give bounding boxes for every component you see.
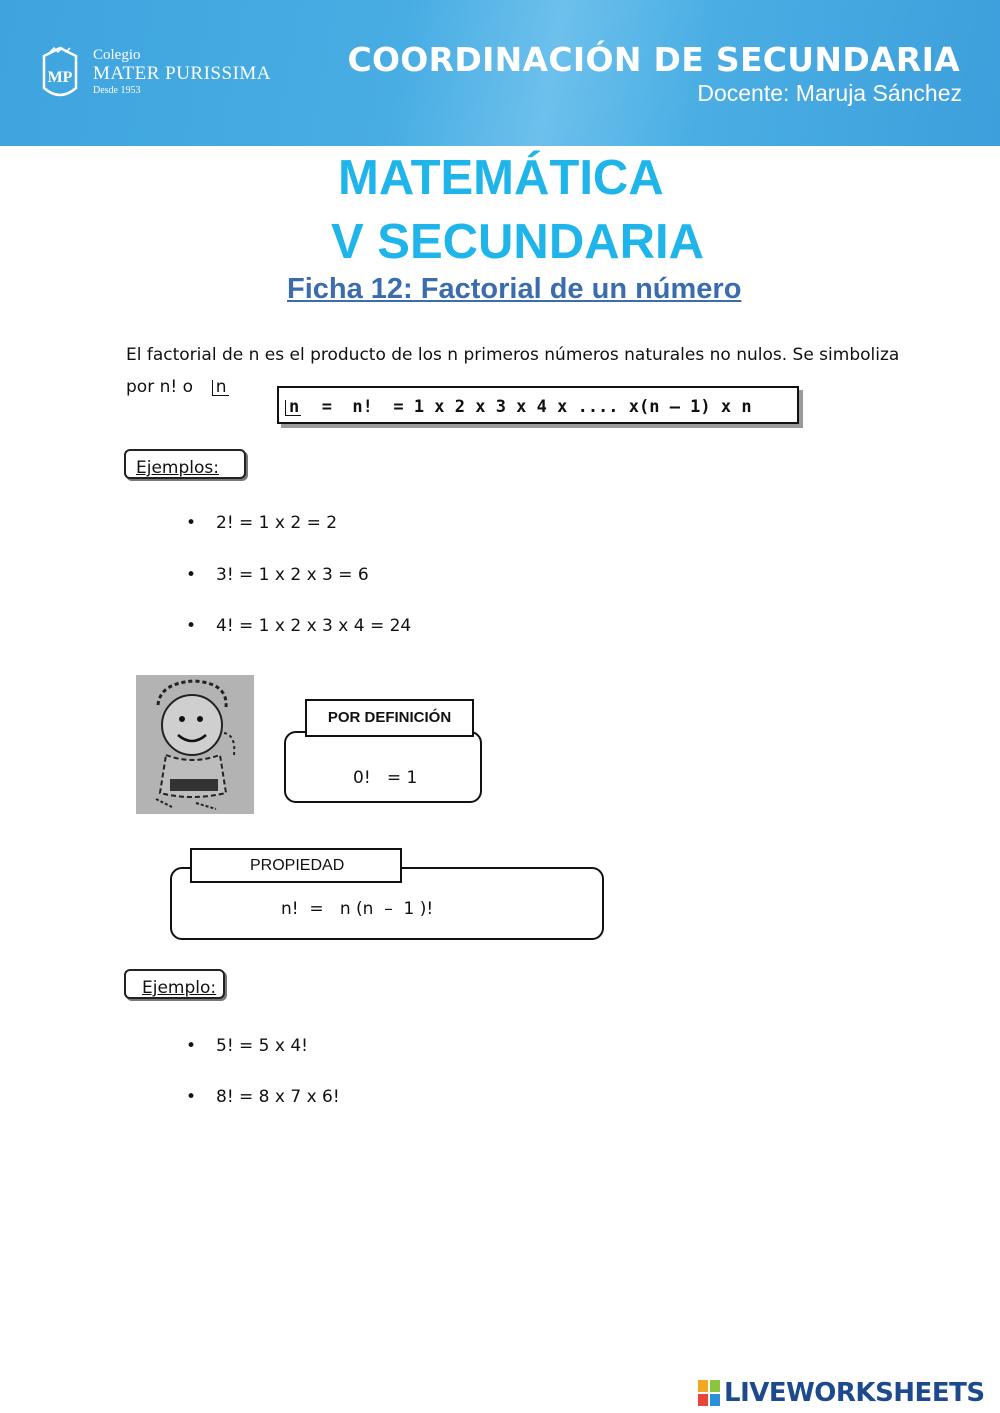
formula-text: = n! = 1 x 2 x 3 x 4 x .... x(n – 1) x n bbox=[301, 397, 752, 417]
intro-text-line1: El factorial de n es el producto de los n primeros números naturales no nulos. Se simboliza bbox=[126, 345, 900, 365]
teacher-name: Docente: Maruja Sánchez bbox=[697, 80, 962, 106]
example-label-text: Ejemplo: bbox=[142, 978, 217, 998]
cartoon-character-icon bbox=[136, 675, 254, 814]
property-label: PROPIEDAD bbox=[190, 848, 402, 883]
crest-letters: MP bbox=[47, 69, 73, 86]
liveworksheets-logo-icon bbox=[698, 1380, 720, 1406]
example-text: 2! = 1 x 2 = 2 bbox=[216, 513, 338, 533]
examples-label bbox=[124, 449, 246, 479]
example-text: 4! = 1 x 2 x 3 x 4 = 24 bbox=[216, 616, 412, 636]
example-text: 3! = 1 x 2 x 3 = 6 bbox=[216, 565, 369, 585]
examples-label-text: Ejemplos: bbox=[136, 458, 219, 478]
logo-line-name: MATER PURISSIMA bbox=[93, 63, 272, 84]
example-label bbox=[124, 969, 225, 999]
grade-title: V SECUNDARIA bbox=[331, 215, 704, 269]
logo-line-since: Desde 1953 bbox=[93, 85, 141, 96]
subject-title: MATEMÁTICA bbox=[338, 151, 664, 205]
intro-prefix: por n! o bbox=[126, 377, 193, 397]
example-text: 5! = 5 x 4! bbox=[216, 1036, 308, 1056]
school-crest-icon bbox=[40, 44, 80, 104]
intro-text-line2 bbox=[126, 377, 229, 397]
logo-line-colegio: Colegio bbox=[93, 47, 141, 63]
factorial-symbol: n bbox=[212, 380, 229, 396]
factorial-formula-box bbox=[277, 386, 799, 424]
liveworksheets-brand: LIVEWORKSHEETS bbox=[724, 1378, 985, 1408]
worksheet-title: Ficha 12: Factorial de un número bbox=[287, 273, 742, 305]
school-logo-text bbox=[93, 47, 271, 97]
definition-value: 0! = 1 bbox=[353, 768, 418, 788]
definition-label: POR DEFINICIÓN bbox=[305, 699, 474, 737]
formula-symbol: n bbox=[285, 400, 301, 416]
example-text: 8! = 8 x 7 x 6! bbox=[216, 1087, 340, 1107]
definition-box bbox=[284, 731, 482, 803]
property-value: n! = n (n – 1 )! bbox=[281, 899, 434, 919]
coordination-title: COORDINACIÓN DE SECUNDARIA bbox=[347, 40, 960, 79]
header-banner bbox=[0, 0, 1000, 146]
cartoon-character-image bbox=[136, 675, 254, 814]
